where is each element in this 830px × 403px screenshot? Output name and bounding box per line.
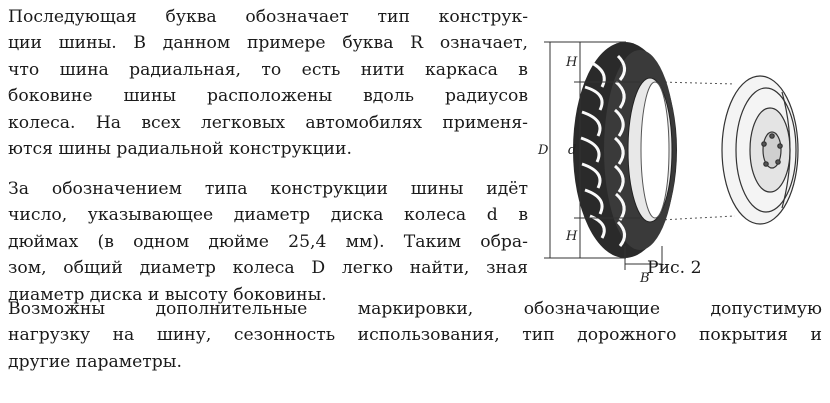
- text-line: число, указывающее диаметр диска колеса d в: [8, 205, 528, 226]
- label-D: D: [538, 143, 549, 158]
- text-line: Возможны дополнительные маркировки, обозначающие допустимую: [8, 299, 822, 319]
- tire-diagram: [530, 32, 830, 292]
- text-line: Последующая буква обозначает тип конструк-: [8, 7, 528, 27]
- text-line: ции шины. В данном примере буква R означает,: [8, 33, 528, 54]
- paragraph-additional-markings: [8, 296, 822, 375]
- figure-caption: Рис. 2: [647, 258, 702, 278]
- text-line: За обозначением типа конструкции шины идёт: [8, 179, 528, 199]
- text-line: другие параметры.: [8, 351, 182, 372]
- text-line: диаметр диска и высоту боковины.: [8, 284, 327, 305]
- label-B: B: [640, 271, 650, 286]
- label-d: d: [568, 143, 577, 158]
- wheel-rim-illustration: [722, 76, 798, 224]
- text-line: ются шины радиальной конструкции.: [8, 139, 352, 160]
- text-line: боковине шины расположены вдоль радиусов: [8, 86, 528, 107]
- text-line: что шина радиальная, то есть нити каркаса в: [8, 59, 528, 80]
- paragraph-tire-construction: [8, 4, 528, 162]
- text-line: дюймах (в одном дюйме 25,4 мм). Таким обра-: [8, 231, 528, 252]
- text-line: зом, общий диаметр колеса D легко найти, зная: [8, 258, 528, 279]
- label-H-top: H: [566, 55, 578, 70]
- tire-illustration: [573, 42, 677, 258]
- text-line: нагрузку на шину, сезонность использования, тип дорожного покрытия и: [8, 325, 822, 346]
- paragraph-rim-diameter: [8, 176, 528, 308]
- label-H-bottom: H: [566, 229, 578, 244]
- text-line: колеса. На всех легковых автомобилях применя-: [8, 112, 528, 133]
